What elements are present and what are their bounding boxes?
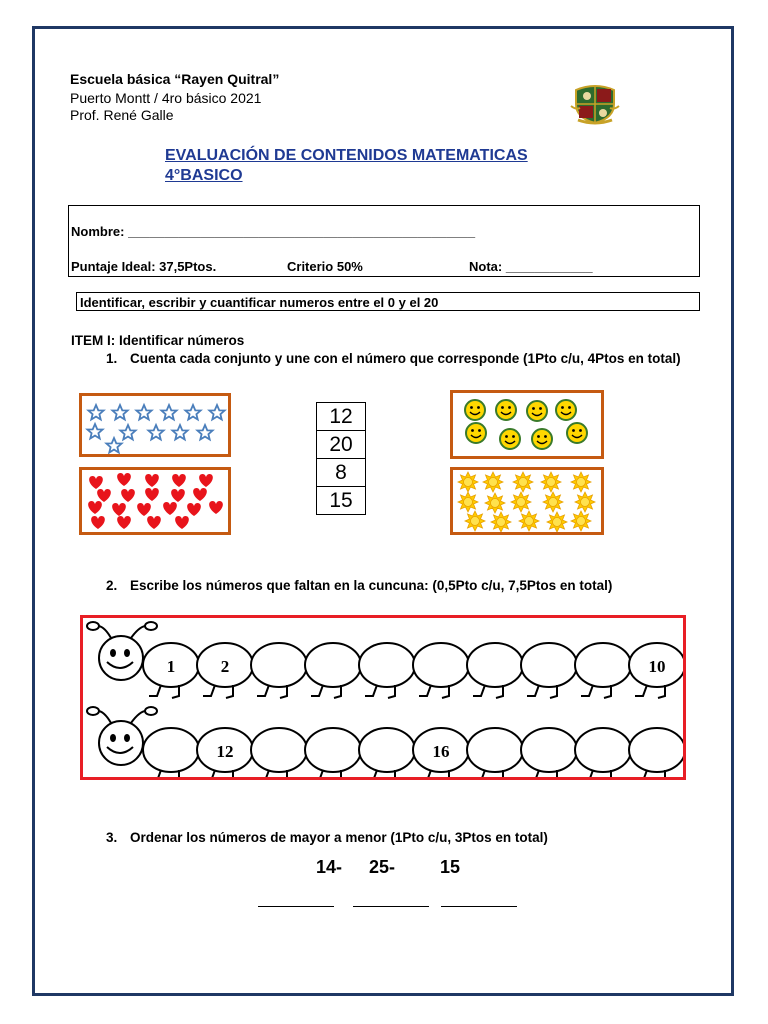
heart-icon bbox=[112, 503, 126, 516]
title-line-1: EVALUACIÓN DE CONTENIDOS MATEMATICAS bbox=[165, 147, 528, 164]
q3-number: 3. bbox=[106, 830, 118, 845]
heart-icon bbox=[91, 516, 105, 529]
number-option[interactable]: 8 bbox=[316, 458, 366, 487]
star-icon bbox=[161, 405, 176, 420]
sun-icon bbox=[547, 512, 567, 532]
sun-icon bbox=[571, 472, 591, 492]
caterpillar-segment[interactable] bbox=[467, 728, 523, 777]
caterpillar-segment[interactable] bbox=[305, 728, 361, 777]
sun-icon bbox=[485, 493, 505, 513]
caterpillar-1 bbox=[87, 622, 683, 698]
objective-box: Identificar, escribir y cuantificar numeros entre el 0 y el 20 bbox=[76, 292, 700, 311]
smileys-group bbox=[453, 393, 601, 456]
grade-label: Nota: bbox=[469, 259, 503, 274]
star-icon bbox=[112, 405, 127, 420]
number-option[interactable]: 15 bbox=[316, 486, 366, 515]
caterpillar-segment[interactable] bbox=[575, 643, 631, 698]
answer-blank-1[interactable] bbox=[258, 905, 334, 907]
caterpillar-number: 10 bbox=[648, 657, 666, 676]
heart-icon bbox=[147, 516, 161, 529]
set-stars[interactable] bbox=[79, 393, 231, 457]
q1-number: 1. bbox=[106, 351, 118, 366]
heart-icon bbox=[89, 476, 103, 489]
school-name: Escuela básica “Rayen Quitral” bbox=[70, 71, 280, 87]
heart-icon bbox=[145, 474, 159, 487]
set-suns[interactable] bbox=[450, 467, 604, 535]
number-options bbox=[316, 403, 366, 515]
number-option[interactable]: 20 bbox=[316, 430, 366, 459]
sun-icon bbox=[541, 472, 561, 492]
set-hearts[interactable] bbox=[79, 467, 231, 535]
heart-icon bbox=[187, 503, 201, 516]
location-grade: Puerto Montt / 4ro básico 2021 bbox=[70, 90, 262, 106]
caterpillar-segment[interactable] bbox=[359, 728, 415, 777]
caterpillar-segment[interactable] bbox=[575, 728, 631, 777]
item1-heading: ITEM I: Identificar números bbox=[71, 333, 245, 348]
caterpillar-segment[interactable] bbox=[143, 728, 199, 777]
smiley-icon bbox=[527, 401, 547, 421]
star-icon bbox=[87, 424, 102, 439]
smiley-icon bbox=[466, 423, 486, 443]
heart-icon bbox=[97, 489, 111, 502]
heart-icon bbox=[199, 474, 213, 487]
heart-icon bbox=[117, 516, 131, 529]
school-crest-icon bbox=[570, 76, 620, 126]
score-label: Puntaje Ideal: 37,5Ptos. bbox=[71, 259, 217, 274]
star-icon bbox=[88, 405, 103, 420]
heart-icon bbox=[117, 473, 131, 486]
caterpillar-segment[interactable] bbox=[521, 728, 577, 777]
sun-icon bbox=[571, 511, 591, 531]
sun-icon bbox=[491, 512, 511, 532]
heart-icon bbox=[121, 489, 135, 502]
smiley-icon bbox=[532, 429, 552, 449]
sun-icon bbox=[458, 492, 478, 512]
caterpillar-segment[interactable] bbox=[521, 643, 577, 698]
answer-blank-3[interactable] bbox=[441, 905, 517, 907]
caterpillar-segment[interactable] bbox=[413, 643, 469, 698]
star-icon bbox=[185, 405, 200, 420]
suns-group bbox=[453, 470, 601, 532]
answer-blank-2[interactable] bbox=[353, 905, 429, 907]
heart-icon bbox=[209, 501, 223, 514]
q1-text: Cuenta cada conjunto y une con el número que corresponde (1Pto c/u, 4Ptos en total) bbox=[130, 351, 681, 366]
q3-text: Ordenar los números de mayor a menor (1Pto c/u, 3Ptos en total) bbox=[130, 830, 548, 845]
star-icon bbox=[209, 405, 224, 420]
sun-icon bbox=[519, 511, 539, 531]
smiley-icon bbox=[500, 429, 520, 449]
star-icon bbox=[106, 438, 121, 453]
smiley-icon bbox=[556, 400, 576, 420]
star-icon bbox=[136, 405, 151, 420]
sun-icon bbox=[483, 472, 503, 492]
caterpillar-number: 12 bbox=[216, 742, 234, 761]
title-line-2: 4°BASICO bbox=[165, 167, 243, 184]
teacher-name: Prof. René Galle bbox=[70, 107, 174, 123]
sun-icon bbox=[465, 511, 485, 531]
heart-icon bbox=[88, 501, 102, 514]
page-title bbox=[165, 146, 528, 186]
sun-icon bbox=[575, 492, 595, 512]
caterpillar-segment[interactable] bbox=[629, 728, 683, 777]
sun-icon bbox=[543, 492, 563, 512]
heart-icon bbox=[137, 503, 151, 516]
heart-icon bbox=[172, 474, 186, 487]
sun-icon bbox=[458, 472, 478, 492]
stars-group bbox=[82, 396, 228, 454]
heart-icon bbox=[163, 502, 177, 515]
sun-icon bbox=[511, 492, 531, 512]
caterpillar-number: 1 bbox=[166, 657, 176, 676]
star-icon bbox=[120, 425, 135, 440]
heart-icon bbox=[193, 488, 207, 501]
caterpillar-segment[interactable] bbox=[305, 643, 361, 698]
caterpillar-segment[interactable] bbox=[467, 643, 523, 698]
student-info-box bbox=[68, 205, 700, 277]
heart-icon bbox=[171, 489, 185, 502]
star-icon bbox=[172, 425, 187, 440]
heart-icon bbox=[175, 516, 189, 529]
criterion-label: Criterio 50% bbox=[287, 259, 363, 274]
name-field[interactable]: ________________________________________________ bbox=[128, 224, 476, 239]
smiley-icon bbox=[567, 423, 587, 443]
caterpillar-segment[interactable] bbox=[251, 643, 307, 698]
name-label: Nombre: bbox=[71, 224, 125, 239]
caterpillar-number: 2 bbox=[220, 657, 230, 676]
q2-text: Escribe los números que faltan en la cuncuna: (0,5Pto c/u, 7,5Ptos en total) bbox=[130, 578, 613, 593]
order-numbers: 14- 25- 15 bbox=[316, 857, 461, 877]
caterpillar-box bbox=[80, 615, 686, 780]
set-smileys[interactable] bbox=[450, 390, 604, 459]
caterpillar-segment[interactable] bbox=[359, 643, 415, 698]
caterpillar-2 bbox=[87, 707, 683, 777]
grade-field[interactable]: ____________ bbox=[505, 259, 593, 274]
sun-icon bbox=[513, 472, 533, 492]
star-icon bbox=[197, 425, 212, 440]
number-option[interactable]: 12 bbox=[316, 402, 366, 431]
heart-icon bbox=[145, 488, 159, 501]
caterpillar-number: 16 bbox=[432, 742, 450, 761]
hearts-group bbox=[82, 470, 228, 532]
smiley-icon bbox=[496, 400, 516, 420]
smiley-icon bbox=[465, 400, 485, 420]
star-icon bbox=[148, 425, 163, 440]
caterpillar-segment[interactable] bbox=[251, 728, 307, 777]
q2-number: 2. bbox=[106, 578, 118, 593]
caterpillars bbox=[83, 618, 683, 777]
